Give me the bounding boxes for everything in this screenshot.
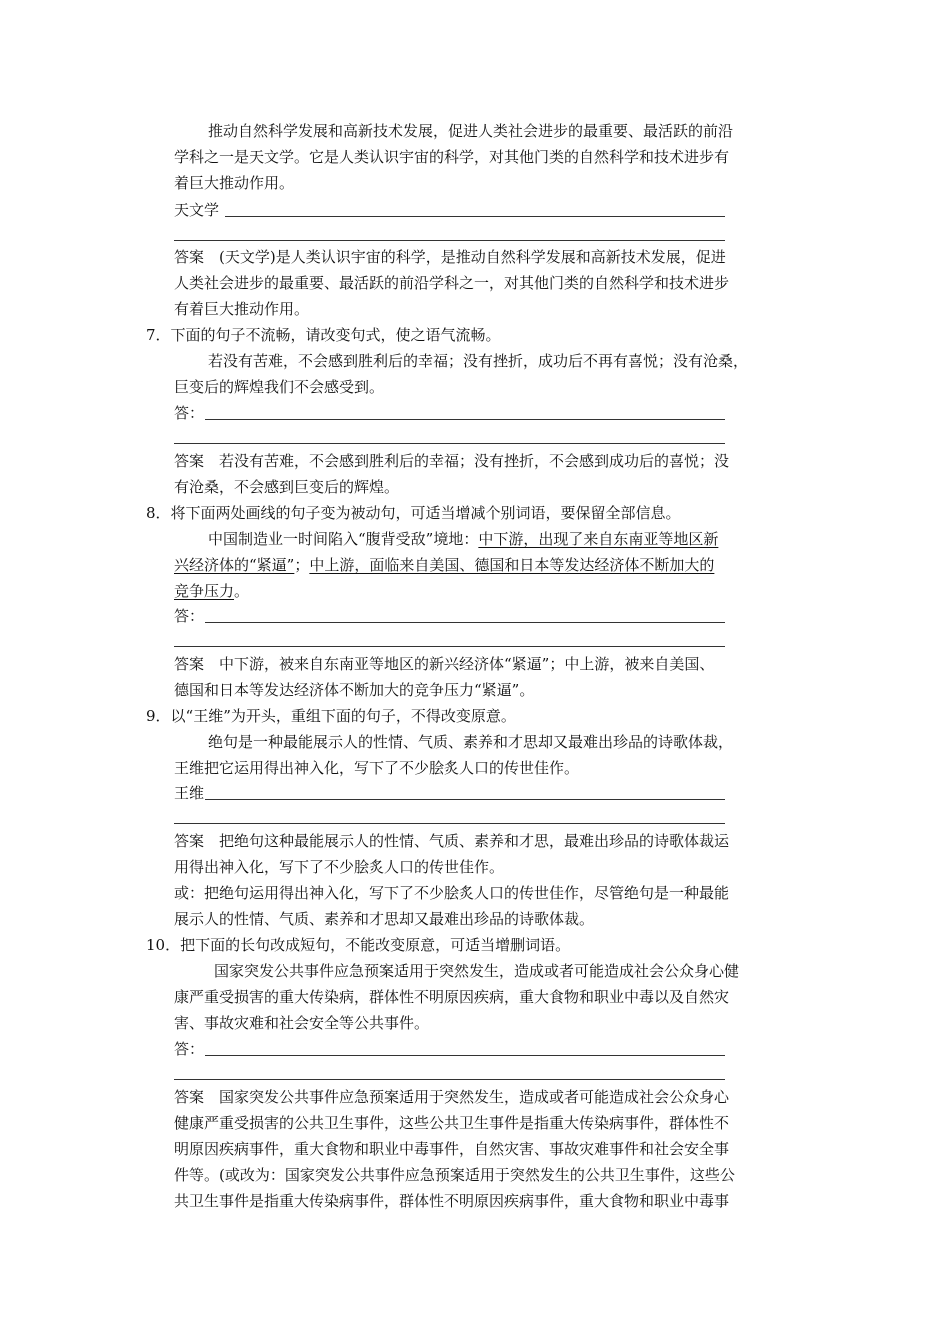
question-7-title: 7．下面的句子不流畅，请改变句式，使之语气流畅。	[146, 326, 501, 344]
passage-line: 着巨大推动作用。	[174, 174, 295, 192]
answer-line: 或：把绝句运用得出神入化，写下了不少脍炙人口的传世佳作，尽管绝句是一种最能	[174, 884, 730, 902]
answer-blank[interactable]	[205, 799, 725, 800]
answer-prompt: 天文学	[174, 201, 220, 219]
question-9-title: 9．以“王维”为开头，重组下面的句子，不得改变原意。	[146, 707, 516, 725]
answer-blank[interactable]	[205, 419, 725, 420]
passage-line: 王维把它运用得出神入化，写下了不少脍炙人口的传世佳作。	[174, 759, 580, 777]
answer-line: 有着巨大推动作用。	[174, 300, 310, 318]
answer-blank[interactable]	[174, 443, 725, 444]
passage-text: 。	[234, 582, 250, 600]
answer-line: 健康严重受损害的公共卫生事件，这些公共卫生事件是指重大传染病事件，群体性不	[174, 1114, 730, 1132]
answer-line: 答案 若没有苦难，不会感到胜利后的幸福；没有挫折，不会感到成功后的喜悦；没	[174, 452, 730, 470]
answer-line: 答案 国家突发公共事件应急预案适用于突然发生，造成或者可能造成社会公众身心	[174, 1088, 730, 1106]
passage-line	[174, 552, 714, 578]
answer-blank[interactable]	[174, 1079, 725, 1080]
answer-line: 展示人的性情、气质、素养和才思却又最难出珍品的诗歌体裁。	[174, 910, 595, 928]
answer-line: 答案 中下游，被来自东南亚等地区的新兴经济体“紧逼”；中上游，被来自美国、	[174, 655, 715, 673]
answer-line: 人类社会进步的最重要、最活跃的前沿学科之一，对其他门类的自然科学和技术进步	[174, 274, 730, 292]
answer-prompt: 王维	[174, 784, 205, 802]
answer-blank[interactable]	[174, 646, 725, 647]
answer-line: 德国和日本等发达经济体不断加大的竞争压力“紧逼”。	[174, 681, 535, 699]
answer-line: 件等。(或改为：国家突发公共事件应急预案适用于突然发生的公共卫生事件，这些公	[174, 1166, 735, 1184]
passage-line: 学科之一是天文学。它是人类认识宇宙的科学，对其他门类的自然科学和技术进步有	[174, 148, 730, 166]
answer-blank[interactable]	[225, 216, 725, 217]
answer-blank[interactable]	[205, 622, 725, 623]
passage-line: 绝句是一种最能展示人的性情、气质、素养和才思却又最难出珍品的诗歌体裁，	[208, 733, 734, 751]
answer-blank[interactable]	[205, 1055, 725, 1056]
answer-blank[interactable]	[174, 240, 725, 241]
passage-text: ；	[294, 556, 310, 574]
answer-prompt: 答：	[174, 1040, 205, 1058]
passage-line: 若没有苦难，不会感到胜利后的幸福；没有挫折，成功后不再有喜悦；没有沧桑，	[208, 352, 749, 370]
answer-prompt: 答：	[174, 404, 205, 422]
passage-text: 中国制造业一时间陷入“腹背受敌”境地：	[208, 530, 479, 548]
passage-line	[208, 526, 718, 552]
question-8-title: 8．将下面两处画线的句子变为被动句，可适当增减个别词语，要保留全部信息。	[146, 504, 681, 522]
underlined-sentence: 竞争压力	[174, 582, 235, 600]
answer-blank[interactable]	[174, 823, 725, 824]
underlined-sentence: 中下游，出现了来自东南亚等地区新	[478, 530, 719, 548]
answer-line: 用得出神入化，写下了不少脍炙人口的传世佳作。	[174, 858, 505, 876]
passage-line: 康严重受损害的重大传染病，群体性不明原因疾病，重大食物和职业中毒以及自然灾	[174, 988, 730, 1006]
passage-line: 推动自然科学发展和高新技术发展，促进人类社会进步的最重要、最活跃的前沿	[208, 122, 734, 140]
answer-line: 答案 把绝句这种最能展示人的性情、气质、素养和才思，最难出珍品的诗歌体裁运	[174, 832, 730, 850]
passage-line	[174, 578, 249, 604]
answer-prompt: 答：	[174, 607, 205, 625]
passage-line: 害、事故灾难和社会安全等公共事件。	[174, 1014, 430, 1032]
answer-line: 答案 (天文学)是人类认识宇宙的科学，是推动自然科学发展和高新技术发展，促进	[174, 248, 726, 266]
answer-line: 有沧桑，不会感到巨变后的辉煌。	[174, 478, 400, 496]
underlined-sentence: 兴经济体的“紧逼”	[174, 556, 295, 574]
passage-line: 巨变后的辉煌我们不会感受到。	[174, 378, 385, 396]
underlined-sentence: 中上游，面临来自美国、德国和日本等发达经济体不断加大的	[309, 556, 715, 574]
passage-line: 国家突发公共事件应急预案适用于突然发生，造成或者可能造成社会公众身心健	[214, 962, 740, 980]
answer-line: 共卫生事件是指重大传染病事件，群体性不明原因疾病事件，重大食物和职业中毒事	[174, 1192, 730, 1210]
answer-line: 明原因疾病事件，重大食物和职业中毒事件，自然灾害、事故灾难事件和社会安全事	[174, 1140, 730, 1158]
question-10-title: 10．把下面的长句改成短句，不能改变原意，可适当增删词语。	[146, 936, 571, 954]
